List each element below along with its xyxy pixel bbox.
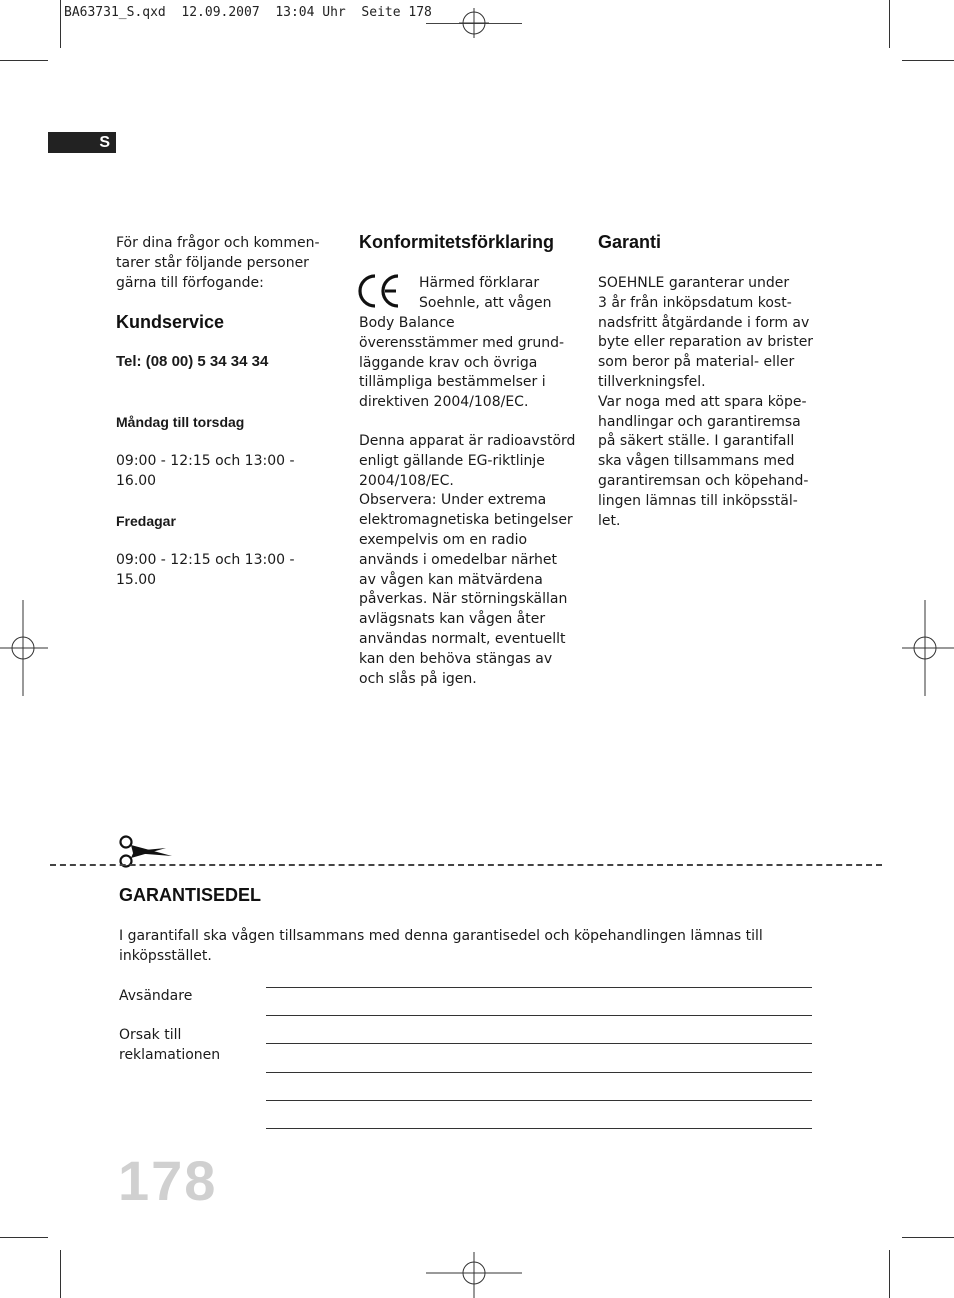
- form-field-line[interactable]: [266, 1072, 812, 1073]
- conformity-heading: Konformitetsförklaring: [359, 232, 555, 252]
- reason-field-line[interactable]: [266, 1043, 812, 1044]
- contact-intro: För dina frågor och kommen- tarer står följande personer gärna till förfogande:: [116, 235, 320, 291]
- interference-text: Denna apparat är radioavstörd enligt gällande EG-riktlinje 2004/108/EC. Observera: Under extrema elektromagnetiska betingelser exempelvis om en radio används i omedelbar närhet av vågen kan mätvärdena påverkas. När störningskällan avlägsnats kan vågen åter användas normalt, eventuellt kan den behöva stängas av och slås på igen.: [359, 433, 576, 687]
- registration-mark-left: [0, 600, 48, 696]
- mon-thu-label: Måndag till torsdag: [116, 414, 245, 430]
- phone-number: Tel: (08 00) 5 34 34 34: [116, 353, 269, 370]
- sender-label: Avsändare: [119, 988, 193, 1004]
- crop-mark-bl-v: [60, 1250, 61, 1298]
- crop-mark-tl-h: [0, 60, 48, 61]
- warranty-heading: Garanti: [598, 232, 662, 252]
- printer-slug: BA63731_S.qxd 12.09.2007 13:04 Uhr Seite 178: [64, 5, 432, 20]
- page-number: 178: [118, 1149, 218, 1212]
- reason-label: Orsak till reklamationen: [119, 1027, 221, 1063]
- form-field-line[interactable]: [266, 1128, 812, 1129]
- friday-hours: 09:00 - 12:15 och 13:00 - 15.00: [116, 552, 295, 588]
- registration-mark-right: [902, 600, 954, 696]
- form-field-line[interactable]: [266, 1015, 812, 1016]
- form-field-line[interactable]: [266, 1100, 812, 1101]
- crop-mark-bl-h: [0, 1237, 48, 1238]
- sender-field-line[interactable]: [266, 987, 812, 988]
- warranty-card-text: I garantifall ska vågen tillsammans med denna garantisedel och köpehandlingen lämnas till inköpsstället.: [119, 928, 763, 964]
- crop-mark-tr-v: [889, 0, 890, 48]
- crop-mark-br-v: [889, 1250, 890, 1298]
- ce-declaration: Härmed förklarar Soehnle, att vågen: [419, 275, 552, 311]
- warranty-text: SOEHNLE garanterar under 3 år från inköpsdatum kost- nadsfritt åtgärdande i form av byte eller reparation av brister som beror på material- eller tillverkningsfel. Var noga med att spara köpe- handlingar och garantiremsa på säkert ställe. I garantifall ska vågen tillsammans med garantiremsan och köpehand- lingen lämnas till inköpsstäl- let.: [598, 275, 814, 529]
- registration-mark-top: [459, 8, 489, 38]
- warranty-card-heading: GARANTISEDEL: [119, 885, 262, 905]
- crop-mark-br-h: [902, 1237, 954, 1238]
- registration-mark-bottom: [426, 1252, 522, 1298]
- friday-label: Fredagar: [116, 513, 176, 529]
- kundservice-heading: Kundservice: [116, 312, 225, 332]
- language-tab: S: [48, 132, 116, 153]
- ce-mark-icon: [356, 272, 402, 310]
- mon-thu-hours: 09:00 - 12:15 och 13:00 - 16.00: [116, 453, 295, 489]
- crop-mark-tr-h: [902, 60, 954, 61]
- crop-mark-tl-v: [60, 0, 61, 48]
- conformity-text: Body Balance överensstämmer med grund- läggande krav och övriga tillämpliga bestämmelser i direktiven 2004/108/EC.: [359, 315, 565, 411]
- cut-line: [50, 864, 882, 866]
